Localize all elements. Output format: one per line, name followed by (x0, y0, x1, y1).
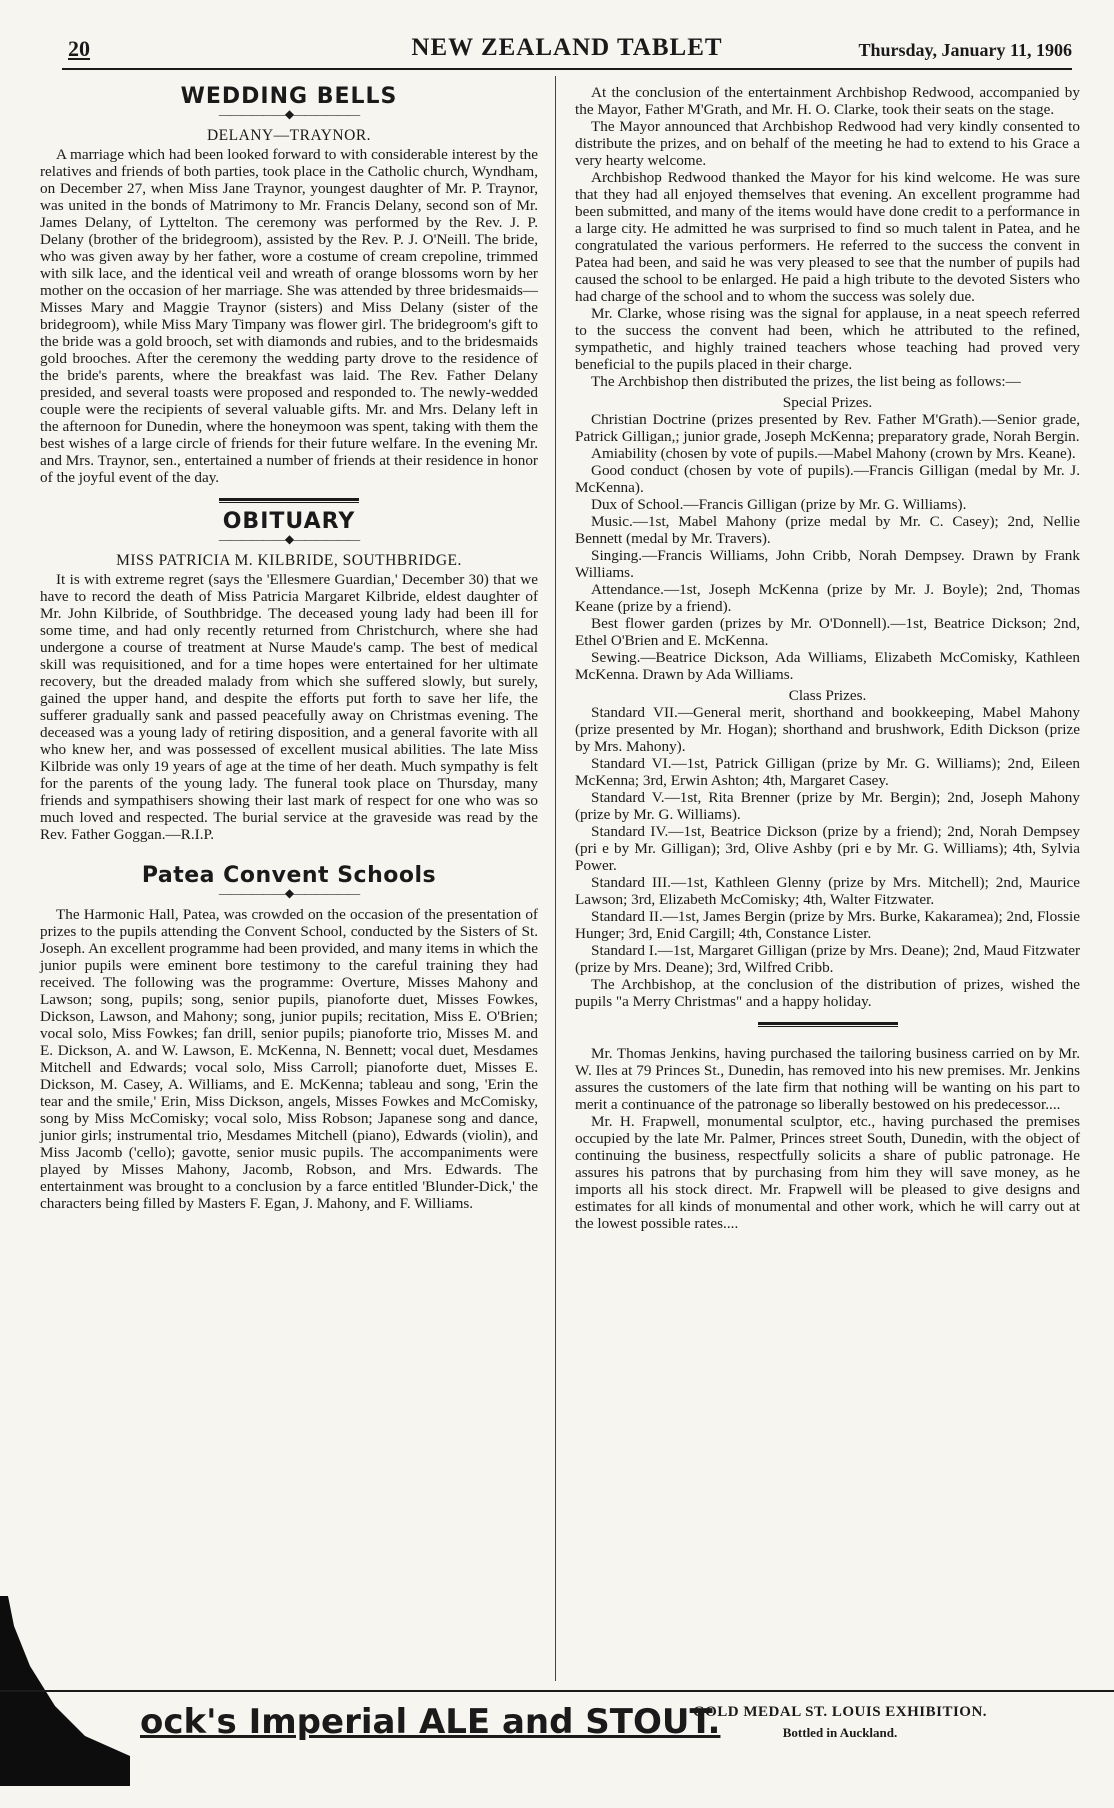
patea-paragraph: At the conclusion of the entertainment Archbishop Redwood, accompanied by the Mayor, Father M'Grath, and Mr. H. O. Clarke, took their seats on the stage. (575, 84, 1080, 118)
prize-entry: Standard VI.—1st, Patrick Gilligan (prize by Mr. G. Williams); 2nd, Eileen McKenna; 3rd, Erwin Ashton; 4th, Margaret Casey. (575, 755, 1080, 789)
class-prizes-title: Class Prizes. (788, 687, 867, 704)
footer-advertisement (0, 1690, 1114, 1750)
prize-entry: Christian Doctrine (prizes presented by Rev. Father M'Grath).—Senior grade, Patrick Gilligan,; junior grade, Joseph McKenna; preparatory grade, Norah Bergin. (575, 411, 1080, 445)
column-divider (555, 76, 556, 1681)
issue-date: Thursday, January 11, 1906 (858, 40, 1072, 60)
bottled-text: Bottled in Auckland. (782, 1725, 898, 1740)
masthead (62, 34, 1072, 70)
section-rule (758, 1022, 898, 1027)
wedding-subheading: DELANY—TRAYNOR. (206, 127, 372, 144)
patea-article: The Harmonic Hall, Patea, was crowded on the occasion of the presentation of prizes to the pupils attending the Convent School, conducted by the Sisters of St. Joseph. An excellent programme had been provided, and many items in which the junior pupils were eminent bore testimony to the careful training they had received. The following was the programme: Overture, Misses Mahony and Lawson; song, pupils; song, senior pupils, pianoforte duet, Misses Fowkes, Dickson, Lawson, and Mahony; song, junior pupils; recitation, Miss E. O'Brien; vocal solo, Miss Fowkes; fan drill, senior pupils; pianoforte trio, Misses M. and E. Dickson, A. and W. Lawson, E. McKenna, N. Bennett; vocal duet, Mesdames Mitchell and Edwards; vocal solo, Miss Carroll; pianoforte duet, Misses E. Dickson, M. Casey, A. Williams, and E. McKenna; tableau and song, 'Erin the tear and the smile,' Erin, Miss Dickson, angels, Misses Fowkes and McComisky, song by Miss McComisky; vocal solo, Miss Robson; Japanese song and dance, junior girls; instrumental trio, Mesdames Mitchell (piano), Edwards (violin), and Miss Jacomb ('cello); gavotte, senior music pupils. The accompaniments were played by Misses Mahony, Jacomb, Robson, and Mrs. Edwards. The entertainment was brought to a conclusion by a farce entitled 'Blunder-Dick,' the characters being filled by Masters F. Egan, J. Mahony, and F. Williams. (40, 906, 538, 1212)
prize-entry: Attendance.—1st, Joseph McKenna (prize by Mr. J. Boyle); 2nd, Thomas Keane (prize by a friend). (575, 581, 1080, 615)
prize-entry: Standard I.—1st, Margaret Gilligan (prize by Mrs. Deane); 2nd, Maud Fitzwater (prize by Mrs. Deane); 3rd, Wilfred Cribb. (575, 942, 1080, 976)
prize-entry: Standard IV.—1st, Beatrice Dickson (prize by a friend); 2nd, Norah Dempsey (pri e by Mr. Gilligan); 3rd, Olive Ashby (pri e by Mr. G. Williams); 4th, Sylvia Power. (575, 823, 1080, 874)
ornament-divider: ——————◆—————— (218, 107, 360, 121)
patea-heading: Patea Convent Schools (141, 863, 437, 888)
wedding-heading: WEDDING BELLS (180, 84, 398, 109)
left-column (40, 84, 538, 1212)
prize-entry: Singing.—Francis Williams, John Cribb, Norah Dempsey. Drawn by Frank Williams. (575, 547, 1080, 581)
ornament-divider: ——————◆—————— (218, 532, 360, 546)
prize-entry: Amiability (chosen by vote of pupils.—Mabel Mahony (crown by Mrs. Keane). (591, 445, 1076, 462)
patea-paragraph: The Mayor announced that Archbishop Redwood had very kindly consented to distribute the prizes, and on behalf of the meeting he had to extend to his Grace a very hearty welcome. (575, 118, 1080, 169)
patea-paragraph: The Archbishop then distributed the prizes, the list being as follows:— (591, 373, 1021, 390)
prize-entry: Standard V.—1st, Rita Brenner (prize by Mr. Bergin); 2nd, Joseph Mahony (prize by Mr. G. Williams). (575, 789, 1080, 823)
ornament-divider: ——————◆—————— (218, 886, 360, 900)
obituary-article: It is with extreme regret (says the 'Ellesmere Guardian,' December 30) that we have to record the death of Miss Patricia Margaret Kilbride, eldest daughter of Mr. John Kilbride, of Southbridge. The deceased young lady had been ill for some time, and had only recently returned from Christchurch, where she had undergone a course of treatment at Nurse Maude's camp. The best of medical skill was requisitioned, and for a time hopes were entertained for her ultimate recovery, but the dreaded malady from which she suffered slowly, but surely, gained the upper hand, and despite the efforts put forth to save her life, the sufferer gradually sank and passed peacefully away on Christmas evening. The deceased was a young lady of retiring disposition, and a general favorite with all who knew her, and was possessed of excellent musical abilities. The late Miss Kilbride was only 19 years of age at the time of her death. Much sympathy is felt for the parents of the young lady. The funeral took place on Thursday, many friends and sympathisers showing their last mark of respect for one who was so much loved and respected. The burial service at the graveside was read by the Rev. Father Goggan.—R.I.P. (40, 571, 538, 843)
right-column (575, 84, 1080, 1232)
ale-stout-ad: ock's Imperial ALE and STOUT. (140, 1702, 721, 1742)
medal-text: GOLD MEDAL ST. LOUIS EXHIBITION. (692, 1704, 988, 1720)
obituary-subheading: MISS PATRICIA M. KILBRIDE, SOUTHBRIDGE. (116, 552, 462, 569)
prize-entry: Standard II.—1st, James Bergin (prize by Mrs. Burke, Kakaramea); 2nd, Flossie Hunger; 3rd, Enid Cargill; 4th, Constance Lister. (575, 908, 1080, 942)
sculptor-notice: Mr. H. Frapwell, monumental sculptor, etc., having purchased the premises occupied by the late Mr. Palmer, Princes street South, Dunedin, with the object of continuing the business, respectfully solicits a share of public patronage. He assures his patrons that by purchasing from him they will save money, as he imports all his stock direct. Mr. Frapwell will be pleased to give designs and estimates for all kinds of monumental and other work, which he will carry out at the lowest possible rates.... (575, 1113, 1080, 1232)
section-rule (219, 498, 359, 503)
tailoring-notice: Mr. Thomas Jenkins, having purchased the tailoring business carried on by Mr. W. Iles at 79 Princes St., Dunedin, has removed into his new premises. Mr. Jenkins assures the customers of the late firm that nothing will be wanting on his part to merit a continuance of the patronage so liberally bestowed on his predecessor.... (575, 1045, 1080, 1113)
patea-paragraph: Archbishop Redwood thanked the Mayor for his kind welcome. He was sure that they had all enjoyed themselves that evening. An excellent programme had been submitted, and many of the items would have done credit to a performance in a large city. He admitted he was surprised to find so much talent in Patea, and he congratulated the various performers. He referred to the success the convent in Patea had been, and said he was very pleased to see that the number of pupils had caused the school to be enlarged. He paid a high tribute to the devoted Sisters who had charge of the school and to whom the success was solely due. (575, 169, 1080, 305)
prize-entry: Standard III.—1st, Kathleen Glenny (prize by Mrs. Mitchell); 2nd, Maurice Lawson; 3rd, Elizabeth McComisky; 4th, Walter Fitzwater. (575, 874, 1080, 908)
prize-entry: Good conduct (chosen by vote of pupils).—Francis Gilligan (medal by Mr. J. McKenna). (575, 462, 1080, 496)
obituary-heading: OBITUARY (222, 509, 356, 534)
closing-paragraph: The Archbishop, at the conclusion of the distribution of prizes, wished the pupils "a Merry Christmas" and a happy holiday. (575, 976, 1080, 1010)
paper-title: NEW ZEALAND TABLET (411, 34, 723, 61)
wedding-article: A marriage which had been looked forward to with considerable interest by the relatives and friends of both parties, took place in the Catholic church, Wyndham, on December 27, when Miss Jane Traynor, youngest daughter of Mr. P. Traynor, was united in the bonds of Matrimony to Mr. Francis Delany, second son of Mr. James Delany, of Lyttelton. The ceremony was performed by the Rev. J. P. Delany (brother of the bridegroom), assisted by the Rev. P. J. O'Neill. The bride, who was given away by her father, wore a costume of cream crepoline, trimmed with silk lace, and the identical veil and wreath of orange blossoms worn by her mother on the occasion of her marriage. She was attended by three bridesmaids—Misses Mary and Maggie Traynor (sisters) and Miss Delany (sister of the bridegroom), while Miss Mary Timpany was flower girl. The bridegroom's gift to the bride was a gold brooch, set with diamonds and rubies, and to the bridesmaids gold brooches. After the ceremony the wedding party drove to the residence of the bride's parents, where the breakfast was laid. The Rev. Father Delany presided, and several toasts were proposed and responded to. The newly-wedded couple were the recipients of several valuable gifts. Mr. and Mrs. Delany left in the afternoon for Dunedin, where the honeymoon was spent, taking with them the best wishes of a large circle of friends for their future welfare. In the evening Mr. and Mrs. Traynor, sen., entertained a number of friends at their residence in honor of the joyful event of the day. (40, 146, 538, 486)
spacer (40, 843, 538, 863)
prize-entry: Standard VII.—General merit, shorthand and bookkeeping, Mabel Mahony (prize presented by Mr. Hogan); shorthand and brushwork, Edith Dickson (prize by Mrs. Mahony). (575, 704, 1080, 755)
footer-right-block (680, 1704, 1000, 1741)
page-number: 20 (68, 36, 90, 61)
spacer (575, 1037, 1080, 1045)
prize-entry: Sewing.—Beatrice Dickson, Ada Williams, Elizabeth McComisky, Kathleen McKenna. Drawn by Ada Williams. (575, 649, 1080, 683)
prize-entry: Music.—1st, Mabel Mahony (prize medal by Mr. C. Casey); 2nd, Nellie Bennett (medal by Mr. Travers). (575, 513, 1080, 547)
special-prizes-title: Special Prizes. (782, 394, 873, 411)
patea-paragraph: Mr. Clarke, whose rising was the signal for applause, in a neat speech referred to the success the convent had been, which he attributed to the refined, sympathetic, and highly trained teachers whose teaching had proved very beneficial to the pupils placed in their charge. (575, 305, 1080, 373)
prize-entry: Best flower garden (prizes by Mr. O'Donnell).—1st, Beatrice Dickson; 2nd, Ethel O'Brien and E. McKenna. (575, 615, 1080, 649)
prize-entry: Dux of School.—Francis Gilligan (prize by Mr. G. Williams). (591, 496, 967, 513)
